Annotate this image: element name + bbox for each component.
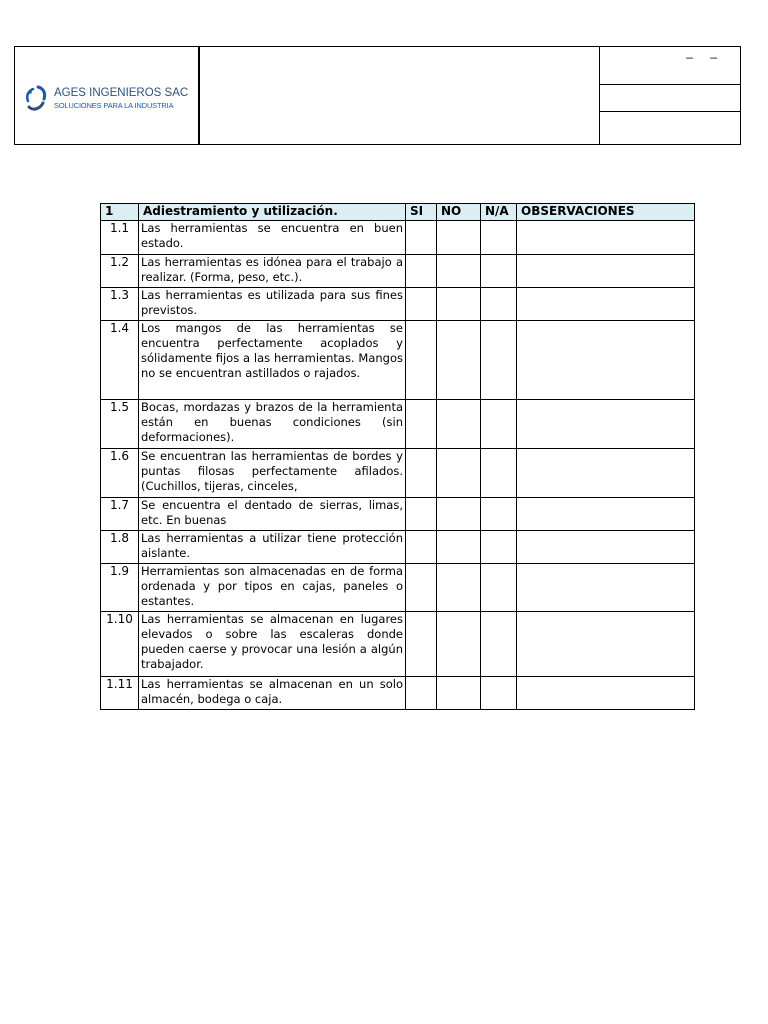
row-number: 1.8 [101,531,139,564]
table-row [101,498,695,531]
row-description: Las herramientas a utilizar tiene protección aislante. [139,531,406,564]
header-observaciones: OBSERVACIONES [517,204,695,221]
row-number: 1.9 [101,564,139,612]
header-si: SI [406,204,437,221]
row-number: 1.6 [101,449,139,498]
table-header-row [101,204,695,221]
table-row [101,400,695,449]
cell-si[interactable] [406,677,437,710]
cell-na[interactable] [481,221,517,255]
cell-na[interactable] [481,288,517,321]
cell-no[interactable] [437,221,481,255]
header-no: NO [437,204,481,221]
cell-si[interactable] [406,321,437,400]
cell-no[interactable] [437,288,481,321]
cell-na[interactable] [481,564,517,612]
cell-observaciones[interactable] [517,498,695,531]
table-row [101,255,695,288]
cell-na[interactable] [481,321,517,400]
cell-observaciones[interactable] [517,255,695,288]
table-row [101,449,695,498]
row-description: Los mangos de las herramientas se encuentra perfectamente acoplados y sólidamente fijos a las herramientas. Mangos no se encuentran astillados o rajados. [139,321,406,400]
cell-si[interactable] [406,531,437,564]
cell-no[interactable] [437,321,481,400]
row-number: 1.3 [101,288,139,321]
cell-observaciones[interactable] [517,321,695,400]
table-row [101,288,695,321]
cell-na[interactable] [481,677,517,710]
row-number: 1.11 [101,677,139,710]
row-number: 1.10 [101,612,139,677]
cell-observaciones[interactable] [517,288,695,321]
row-description: Las herramientas se almacenan en un solo almacén, bodega o caja. [139,677,406,710]
cell-na[interactable] [481,612,517,677]
meta-row-version [600,85,741,112]
header-na: N/A [481,204,517,221]
cell-si[interactable] [406,564,437,612]
logo-cell [15,47,200,144]
cell-no[interactable] [437,498,481,531]
document-meta-cell [599,47,741,144]
cell-observaciones[interactable] [517,449,695,498]
dash: – [710,50,719,64]
meta-row-date [600,112,741,144]
header-section-number: 1 [101,204,139,221]
row-description: Las herramientas es utilizada para sus fines previstos. [139,288,406,321]
row-number: 1.5 [101,400,139,449]
row-number: 1.2 [101,255,139,288]
cell-na[interactable] [481,255,517,288]
cell-no[interactable] [437,400,481,449]
row-number: 1.4 [101,321,139,400]
cell-na[interactable] [481,400,517,449]
dash: – [686,50,695,64]
table-row [101,531,695,564]
cell-si[interactable] [406,221,437,255]
cell-no[interactable] [437,531,481,564]
cell-si[interactable] [406,255,437,288]
cell-observaciones[interactable] [517,677,695,710]
cell-na[interactable] [481,498,517,531]
cell-si[interactable] [406,288,437,321]
document-header [14,46,741,145]
cell-observaciones[interactable] [517,221,695,255]
row-description: Se encuentra el dentado de sierras, limas, etc. En buenas [139,498,406,531]
company-logo-icon [25,85,47,113]
row-description: Bocas, mordazas y brazos de la herramienta están en buenas condiciones (sin deformaciones). [139,400,406,449]
cell-observaciones[interactable] [517,400,695,449]
table-row [101,677,695,710]
row-description: Las herramientas se encuentra en buen estado. [139,221,406,255]
cell-observaciones[interactable] [517,531,695,564]
cell-no[interactable] [437,564,481,612]
table-row [101,612,695,677]
row-description: Las herramientas se almacenan en lugares elevados o sobre las escaleras donde pueden caerse y provocar una lesión a algún trabajador. [139,612,406,677]
table-row [101,221,695,255]
row-number: 1.1 [101,221,139,255]
table-row [101,321,695,400]
row-description: Herramientas son almacenadas en de forma ordenada y por tipos en cajas, paneles o estantes. [139,564,406,612]
table-row [101,564,695,612]
cell-si[interactable] [406,400,437,449]
cell-no[interactable] [437,449,481,498]
row-description: Se encuentran las herramientas de bordes y puntas filosas perfectamente afilados. (Cuchillos, tijeras, cinceles, [141,449,403,493]
cell-no[interactable] [437,612,481,677]
cell-no[interactable] [437,255,481,288]
header-section-title: Adiestramiento y utilización. [139,204,406,221]
row-number: 1.7 [101,498,139,531]
cell-si[interactable] [406,498,437,531]
row-description: Las herramientas es idónea para el trabajo a realizar. (Forma, peso, etc.). [139,255,406,288]
cell-na[interactable] [481,449,517,498]
document-title-cell [200,47,599,144]
cell-na[interactable] [481,531,517,564]
checklist-table [100,203,695,710]
cell-si[interactable] [406,449,437,498]
cell-si[interactable] [406,612,437,677]
cell-observaciones[interactable] [517,564,695,612]
meta-row-code [600,47,741,85]
code-dashes [676,50,719,64]
company-name: AGES INGENIEROS SAC [54,87,189,99]
cell-no[interactable] [437,677,481,710]
company-tagline: SOLUCIONES PARA LA INDUSTRIA [54,101,174,110]
cell-observaciones[interactable] [517,612,695,677]
